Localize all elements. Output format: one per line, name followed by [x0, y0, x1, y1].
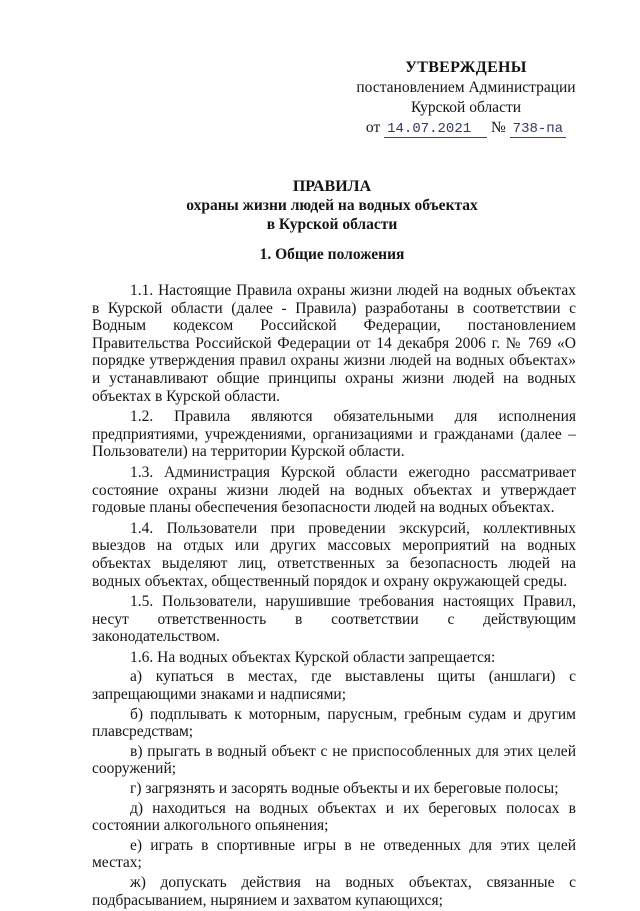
prohibition-item: ж) допускать действия на водных объектах, связанные с подбрасыванием, нырянием и захватом купающихся; — [92, 874, 576, 909]
approval-number: 738-па — [510, 121, 566, 138]
title-line-2: охраны жизни людей на водных объектах — [186, 197, 478, 214]
document-title — [90, 177, 574, 234]
section-heading: 1. Общие положения — [259, 246, 405, 263]
title-line-1: ПРАВИЛА — [292, 178, 372, 195]
paragraph: 1.5. Пользователи, нарушившие требования настоящих Правил, несут ответственность в соответствии с действующим законодательством. — [92, 593, 576, 646]
approval-line-1: постановлением Администрации — [356, 79, 576, 96]
paragraph: 1.1. Настоящие Правила охраны жизни людей на водных объектах в Курской области (далее - Правила) разработаны в соответствии с Водным кодексом Российской Федерации, постановлением Правительства Российской Федерации от 14 декабря 2006 г. № 769 «О порядке утверждения правил охраны жизни людей на водных объектах» и устанавливают общие принципы охраны жизни людей на водных объектах в Курской области. — [92, 282, 576, 405]
title-line-3: в Курской области — [266, 216, 398, 233]
paragraph: 1.4. Пользователи при проведении экскурсий, коллективных выездов на отдых или других массовых мероприятий на водных объектах выделяют лиц, ответственных за безопасность людей на водных объектах, общественный порядок и охрану окружающей среды. — [92, 519, 576, 590]
prohibition-item: д) находиться на водных объектах и их береговых полосах в состоянии алкогольного опьянения; — [92, 799, 576, 835]
prohibition-item: в) прыгать в водный объект с не приспособленных для этих целей сооружений; — [92, 742, 576, 778]
prohibition-item: г) загрязнять и засорять водные объекты и их береговые полосы; — [130, 780, 559, 798]
approval-heading: УТВЕРЖДЕНЫ — [405, 59, 527, 76]
paragraph: 1.6. На водных объектах Курской области запрещается: — [130, 648, 496, 666]
prohibition-item: е) играть в спортивные игры в не отведенных для этих целей местах; — [92, 836, 576, 872]
prohibition-item: а) купаться в местах, где выставлены щиты (аншлаги) с запрещающими знаками и надписями; — [92, 668, 576, 704]
approval-date: 14.07.2021 — [384, 121, 487, 138]
document-body — [92, 282, 576, 911]
prohibition-item: б) подплывать к моторным, парусным, гребным судам и другим плавсредствам; — [92, 705, 576, 741]
approval-line-2: Курской области — [410, 99, 522, 116]
paragraph: 1.3. Администрация Курской области ежегодно рассматривает состояние охраны жизни людей на водных объектах и утверждает годовые планы обеспечения безопасности людей на водных объектах. — [92, 463, 576, 517]
approval-stamp — [330, 58, 602, 139]
from-label: от — [365, 119, 381, 136]
number-label: № — [491, 119, 506, 136]
approval-date-line — [330, 118, 602, 139]
paragraph: 1.2. Правила являются обязательными для исполнения предприятиями, учреждениями, организациями и гражданами (далее – Пользователи) на территории Курской области. — [92, 408, 576, 461]
